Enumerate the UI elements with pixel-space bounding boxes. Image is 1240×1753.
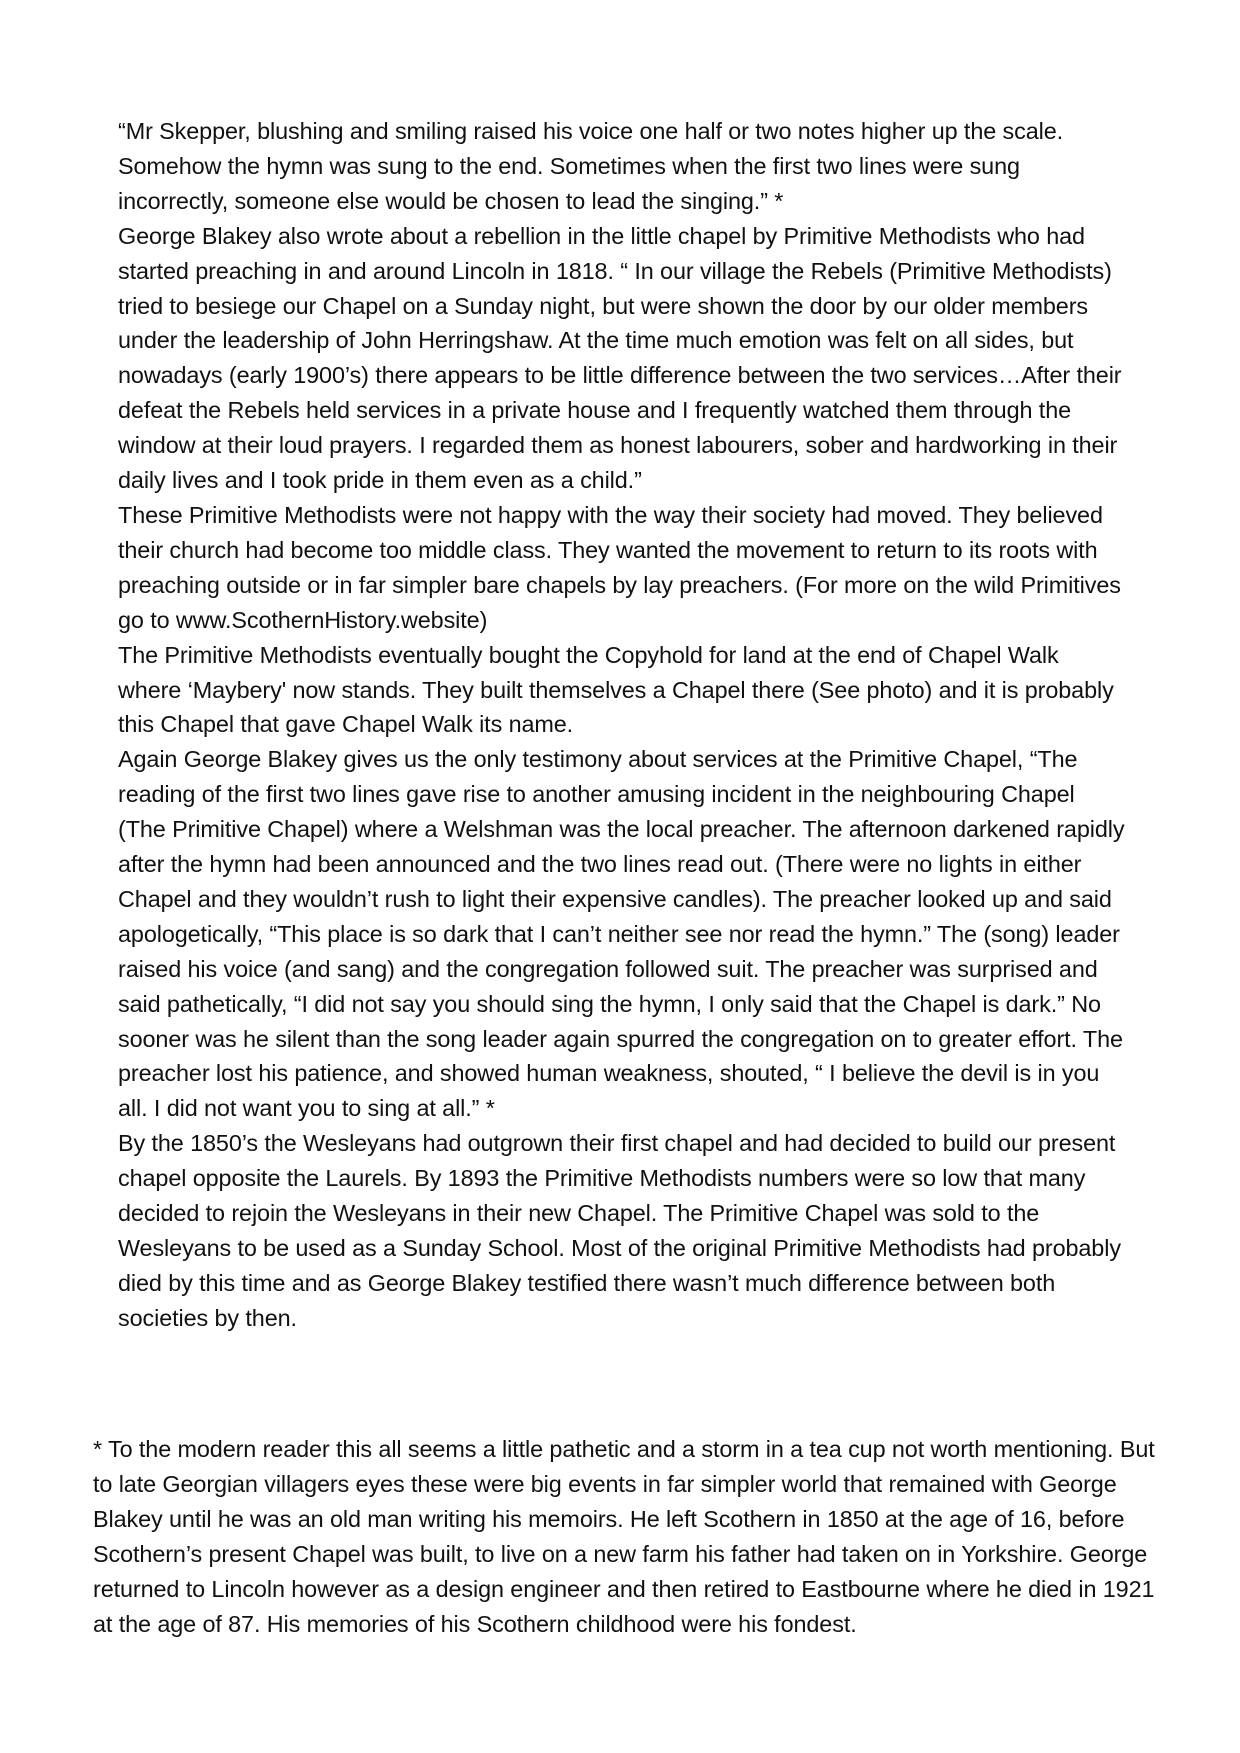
paragraph-welshman-preacher: Again George Blakey gives us the only testimony about services at the Primitive Chapel, “The reading of the first two lines gave rise to another amusing incident in the neighbouring Chapel (The Primitive Chapel) where a Welshman was the local preacher. The afternoon darkened rapidly after the hymn had been announced and the two lines read out. (There were no lights in either Chapel and they wouldn’t rush to light their expensive candles). The preacher looked up and said apologetically, “This place is so dark that I can’t neither see nor read the hymn.” The (song) leader raised his voice (and sang) and the congregation followed suit. The preacher was surprised and said pathetically, “I did not say you should sing the hymn, I only said that the Chapel is dark.” No sooner was he silent than the song leader again spurred the congregation on to greater effort. The preacher lost his patience, and showed human weakness, shouted, “ I believe the devil is in you all. I did not want you to sing at all.” * bbox=[118, 746, 1125, 1122]
paragraph-chapel-walk: The Primitive Methodists eventually bought the Copyhold for land at the end of Chapel Walk where ‘Maybery' now stands. They built themselves a Chapel there (See photo) and it is probably this Chapel that gave Chapel Walk its name. bbox=[118, 641, 1114, 738]
footnote-block bbox=[93, 1432, 1173, 1641]
main-text-block bbox=[118, 114, 1128, 1336]
footnote-text: * To the modern reader this all seems a little pathetic and a storm in a tea cup not worth mentioning. But to late Georgian villagers eyes these were big events in far simpler world that remained with George Blakey until he was an old man writing his memoirs. He left Scothern in 1850 at the age of 16, before Scothern’s present Chapel was built, to live on a new farm his father had taken on in Yorkshire. George returned to Lincoln however as a design engineer and then retired to Eastbourne where he died in 1921 at the age of 87. His memories of his Scothern childhood were his fondest. bbox=[93, 1436, 1155, 1637]
paragraph-primitive-methodists: These Primitive Methodists were not happy with the way their society had moved. They believed their church had become too middle class. They wanted the movement to return to its roots with preaching outside or in far simpler bare chapels by lay preachers. (For more on the wild Primitives go to www.ScothernHistory.website) bbox=[118, 501, 1121, 633]
paragraph-skepper-quote: “Mr Skepper, blushing and smiling raised his voice one half or two notes higher up the scale. Somehow the hymn was sung to the end. Sometimes when the first two lines were sung incorrectly, someone else would be chosen to lead the singing.” * bbox=[118, 118, 1064, 214]
paragraph-wesleyans-1850s: By the 1850’s the Wesleyans had outgrown their first chapel and had decided to build our present chapel opposite the Laurels. By 1893 the Primitive Methodists numbers were so low that many decided to rejoin the Wesleyans in their new Chapel. The Primitive Chapel was sold to the Wesleyans to be used as a Sunday School. Most of the original Primitive Methodists had probably died by this time and as George Blakey testified there wasn’t much difference between both societies by then. bbox=[118, 1130, 1121, 1331]
paragraph-rebellion: George Blakey also wrote about a rebellion in the little chapel by Primitive Methodists who had started preaching in and around Lincoln in 1818. “ In our village the Rebels (Primitive Methodists) tried to besiege our Chapel on a Sunday night, but were shown the door by our older members under the leadership of John Herringshaw. At the time much emotion was felt on all sides, but nowadays (early 1900’s) there appears to be little difference between the two services…After their defeat the Rebels held services in a private house and I frequently watched them through the window at their loud prayers. I regarded them as honest labourers, sober and hardworking in their daily lives and I took pride in them even as a child.” bbox=[118, 222, 1122, 494]
